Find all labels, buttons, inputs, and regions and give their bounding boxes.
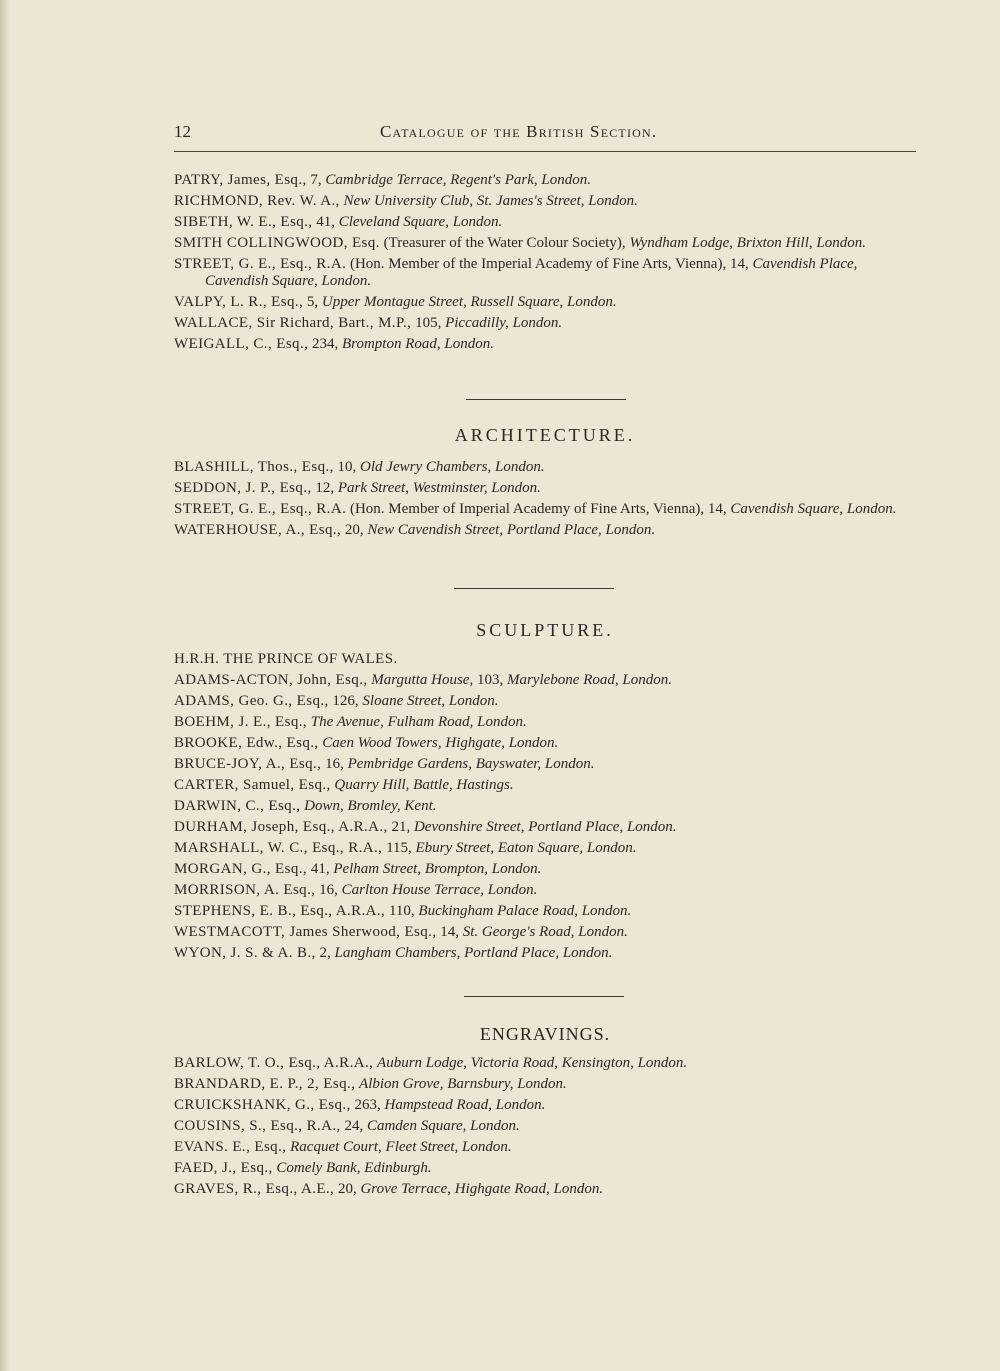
list-item: WYON, J. S. & A. B., 2, Langham Chambers, Portland Place, London.	[174, 945, 613, 961]
list-item: EVANS. E., Esq., Racquet Court, Fleet Street, London.	[174, 1139, 512, 1155]
header-rule	[174, 151, 916, 152]
list-item: CARTER, Samuel, Esq., Quarry Hill, Battle, Hastings.	[174, 777, 514, 793]
list-item: H.R.H. THE PRINCE OF WALES.	[174, 651, 398, 667]
list-item: STEPHENS, E. B., Esq., A.R.A., 110, Buckingham Palace Road, London.	[174, 903, 632, 919]
list-item: WESTMACOTT, James Sherwood, Esq., 14, St. George's Road, London.	[174, 924, 628, 940]
list-item: ADAMS-ACTON, John, Esq., Margutta House, 103, Marylebone Road, London.	[174, 672, 672, 688]
page-header	[174, 122, 916, 152]
section-divider	[466, 399, 626, 400]
list-item: COUSINS, S., Esq., R.A., 24, Camden Square, London.	[174, 1118, 520, 1134]
section-divider	[464, 996, 624, 997]
list-item: WATERHOUSE, A., Esq., 20, New Cavendish Street, Portland Place, London.	[174, 522, 656, 538]
list-item: DARWIN, C., Esq., Down, Bromley, Kent.	[174, 798, 437, 814]
list-item: GRAVES, R., Esq., A.E., 20, Grove Terrace, Highgate Road, London.	[174, 1181, 604, 1197]
list-item: BRANDARD, E. P., 2, Esq., Albion Grove, Barnsbury, London.	[174, 1076, 567, 1092]
list-item: STREET, G. E., Esq., R.A. (Hon. Member of the Imperial Academy of Fine Arts, Vienna), 14, Cavendish Place, Cavendish Square, London.	[174, 256, 858, 289]
list-item: SEDDON, J. P., Esq., 12, Park Street, Westminster, London.	[174, 480, 541, 496]
list-item: FAED, J., Esq., Comely Bank, Edinburgh.	[174, 1160, 432, 1176]
list-item: ADAMS, Geo. G., Esq., 126, Sloane Street, London.	[174, 693, 499, 709]
list-item: BARLOW, T. O., Esq., A.R.A., Auburn Lodge, Victoria Road, Kensington, London.	[174, 1055, 688, 1071]
list-item: STREET, G. E., Esq., R.A. (Hon. Member of Imperial Academy of Fine Arts, Vienna), 14, Cavendish Square, London.	[174, 501, 897, 517]
list-item: PATRY, James, Esq., 7, Cambridge Terrace, Regent's Park, London.	[174, 172, 591, 188]
list-item: MARSHALL, W. C., Esq., R.A., 115, Ebury Street, Eaton Square, London.	[174, 840, 637, 856]
section-title-engravings: ENGRAVINGS.	[479, 1024, 611, 1044]
list-item: DURHAM, Joseph, Esq., A.R.A., 21, Devonshire Street, Portland Place, London.	[174, 819, 677, 835]
sculpture-list	[174, 651, 916, 966]
painting-list	[174, 172, 916, 357]
list-item: VALPY, L. R., Esq., 5, Upper Montague Street, Russell Square, London.	[174, 294, 617, 310]
section-divider	[454, 588, 614, 589]
list-item: MORGAN, G., Esq., 41, Pelham Street, Brompton, London.	[174, 861, 542, 877]
running-title: Catalogue of the British Section.	[380, 122, 658, 141]
list-item: BRUCE-JOY, A., Esq., 16, Pembridge Gardens, Bayswater, London.	[174, 756, 595, 772]
engravings-list	[174, 1055, 916, 1202]
page-binding-edge	[0, 0, 10, 1371]
section-title-sculpture: SCULPTURE.	[476, 620, 614, 640]
architecture-list	[174, 459, 916, 543]
section-title-architecture: ARCHITECTURE.	[454, 425, 636, 445]
list-item: WEIGALL, C., Esq., 234, Brompton Road, London.	[174, 336, 494, 352]
list-item: RICHMOND, Rev. W. A., New University Club, St. James's Street, London.	[174, 193, 638, 209]
list-item: BOEHM, J. E., Esq., The Avenue, Fulham Road, London.	[174, 714, 527, 730]
list-item: MORRISON, A. Esq., 16, Carlton House Terrace, London.	[174, 882, 538, 898]
list-item: BLASHILL, Thos., Esq., 10, Old Jewry Chambers, London.	[174, 459, 545, 475]
list-item: WALLACE, Sir Richard, Bart., M.P., 105, Piccadilly, London.	[174, 315, 563, 331]
list-item: BROOKE, Edw., Esq., Caen Wood Towers, Highgate, London.	[174, 735, 559, 751]
page-number: 12	[174, 122, 191, 141]
list-item: CRUICKSHANK, G., Esq., 263, Hampstead Road, London.	[174, 1097, 546, 1113]
list-item: SIBETH, W. E., Esq., 41, Cleveland Square, London.	[174, 214, 503, 230]
list-item: SMITH COLLINGWOOD, Esq. (Treasurer of the Water Colour Society), Wyndham Lodge, Brixton Hill, London.	[174, 235, 866, 251]
